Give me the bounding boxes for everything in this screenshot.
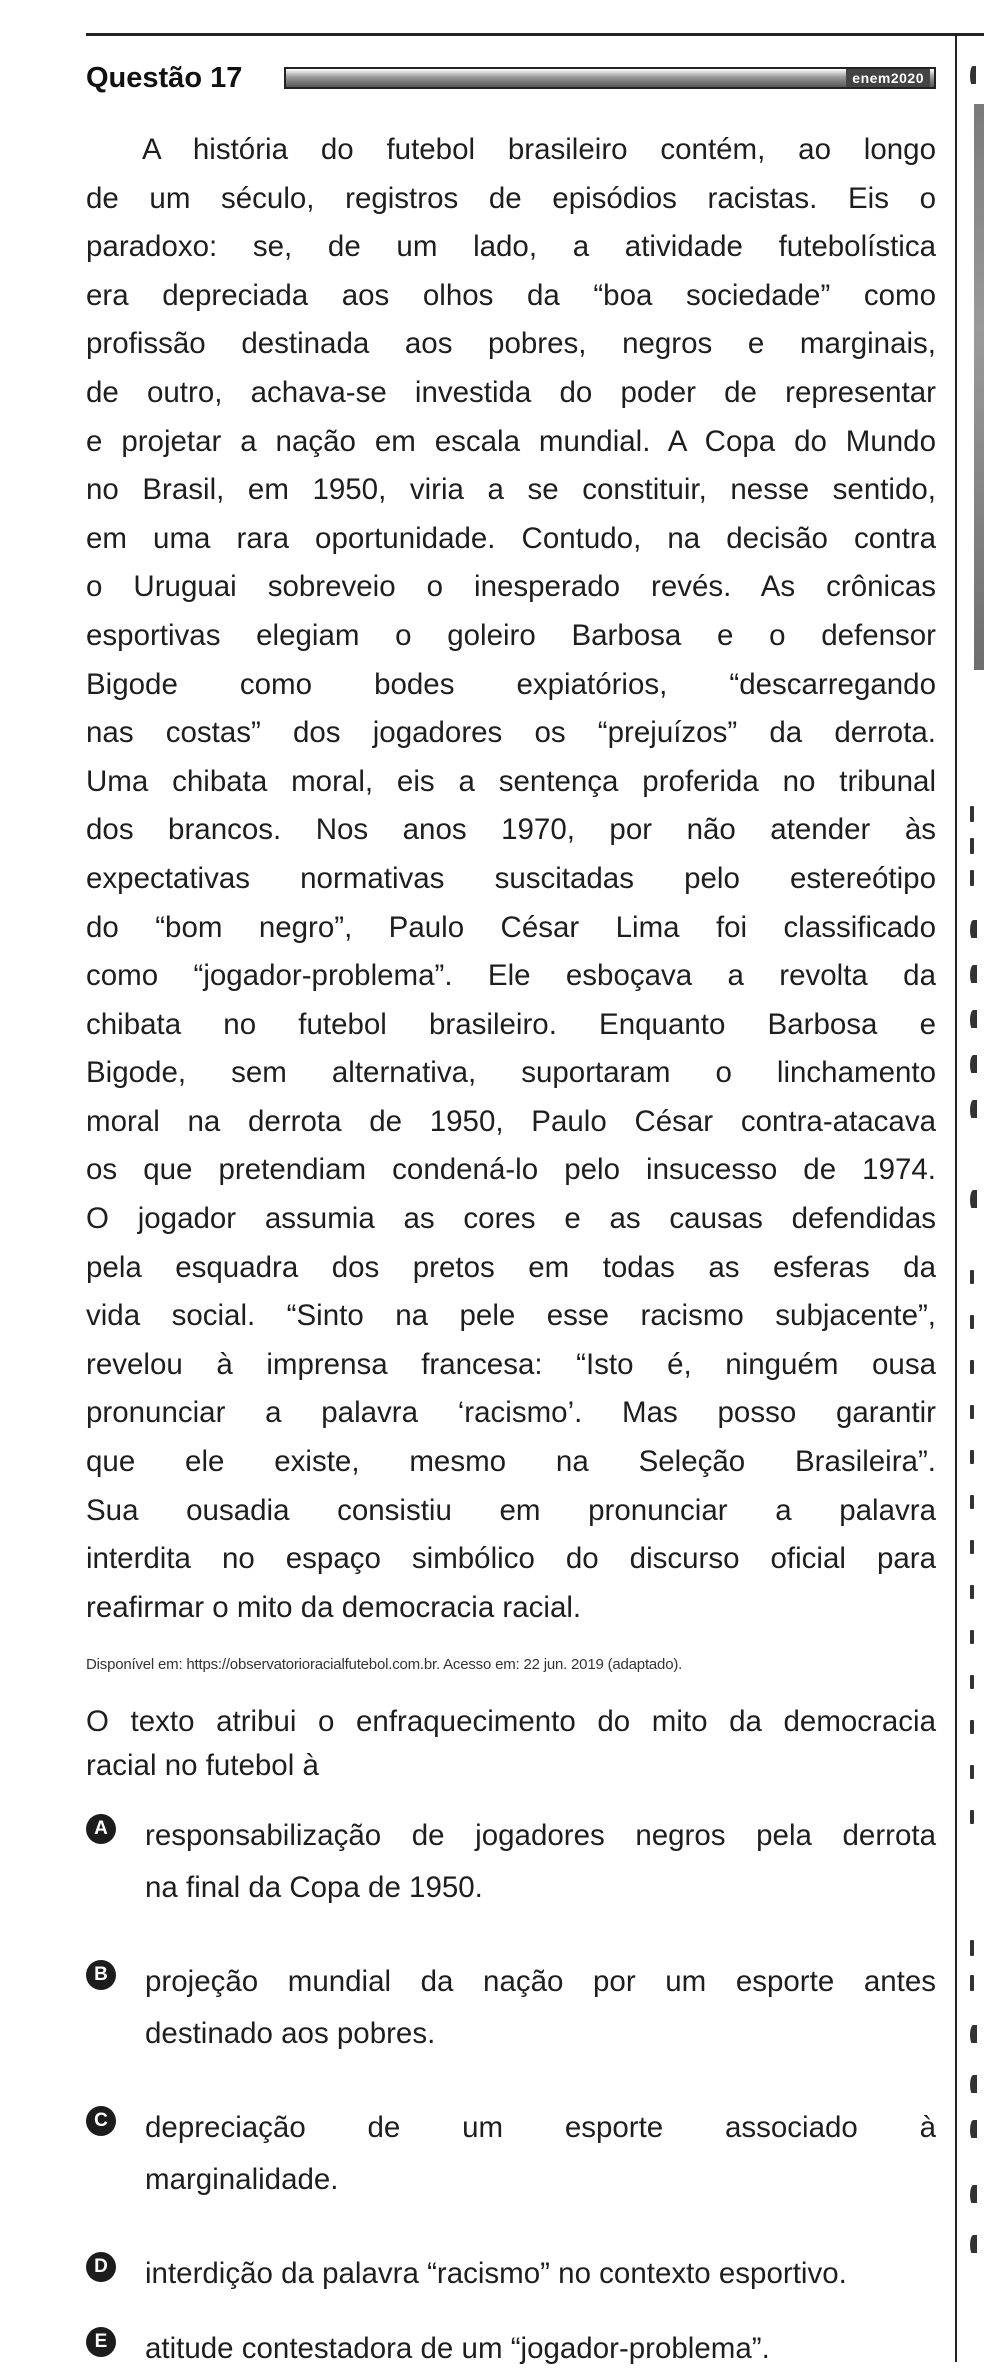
clipped-glyph xyxy=(966,2025,984,2043)
clipped-glyph xyxy=(966,1720,984,1738)
passage-line: pronunciar a palavra ‘racismo’. Mas posso garantir xyxy=(86,1396,936,1430)
clipped-glyph-mark xyxy=(970,1720,974,1734)
passage-line: e projetar a nação em escala mundial. A Copa do Mundo xyxy=(86,424,936,458)
clipped-glyph xyxy=(966,66,984,84)
passage-line: que ele existe, mesmo na Seleção Brasileira”. xyxy=(86,1445,936,1479)
passage-line: vida social. “Sinto na pele esse racismo subjacente”, xyxy=(86,1299,936,1333)
option-text-line: atitude contestadora de um “jogador-problema”. xyxy=(145,2332,770,2365)
option-text xyxy=(145,1810,936,1914)
option-letter-badge: C xyxy=(86,2106,116,2136)
clipped-glyph-mark xyxy=(970,1495,974,1509)
passage-line: os que pretendiam condená-lo pelo insucesso de 1974. xyxy=(86,1153,936,1187)
clipped-glyph-mark xyxy=(970,838,974,854)
clipped-glyph xyxy=(966,1540,984,1558)
clipped-glyph xyxy=(966,2075,984,2093)
clipped-glyph xyxy=(966,1495,984,1513)
clipped-glyph-mark xyxy=(970,1100,977,1118)
option-text-line: projeção mundial da nação por um esporte antes xyxy=(145,1965,936,1998)
clipped-glyph xyxy=(966,1190,984,1208)
option-text-line: na final da Copa de 1950. xyxy=(145,1871,483,1904)
clipped-glyph xyxy=(966,1585,984,1603)
passage-line: o Uruguai sobreveio o inesperado revés. As crônicas xyxy=(86,570,936,604)
passage-line: expectativas normativas suscitadas pelo estereótipo xyxy=(86,861,936,895)
clipped-glyph-mark xyxy=(970,1315,974,1329)
passage-line: em uma rara oportunidade. Contudo, na decisão contra xyxy=(86,521,936,555)
clipped-glyph xyxy=(966,1010,984,1028)
clipped-glyph-mark xyxy=(970,1585,974,1599)
clipped-glyph-mark xyxy=(970,1940,974,1956)
option-letter-badge: D xyxy=(86,2252,116,2282)
option-letter-badge: E xyxy=(86,2327,116,2357)
passage-line: A história do futebol brasileiro contém, ao longo xyxy=(142,133,936,166)
clipped-glyph xyxy=(966,838,984,856)
clipped-glyph xyxy=(966,2235,984,2253)
option-text-line: depreciação de um esporte associado à xyxy=(145,2111,936,2144)
clipped-glyph-mark xyxy=(970,965,977,983)
clipped-glyph-mark xyxy=(970,1450,974,1464)
passage-line: como “jogador-problema”. Ele esboçava a revolta da xyxy=(86,959,936,993)
passage-line: Sua ousadia consistiu em pronunciar a palavra xyxy=(86,1493,936,1527)
passage-line: dos brancos. Nos anos 1970, por não atender às xyxy=(86,813,936,847)
option-text xyxy=(145,2323,936,2375)
passage-line: revelou à imprensa francesa: “Isto é, ninguém ousa xyxy=(86,1347,936,1381)
option-text-line: marginalidade. xyxy=(145,2163,339,2196)
passage-line: chibata no futebol brasileiro. Enquanto Barbosa e xyxy=(86,1007,936,1041)
clipped-glyph-mark xyxy=(970,1975,974,1991)
passage-line: O jogador assumia as cores e as causas defendidas xyxy=(86,1202,936,1236)
passage-line: esportivas elegiam o goleiro Barbosa e o defensor xyxy=(86,618,936,652)
top-rule xyxy=(86,33,984,36)
passage-line: de outro, achava-se investida do poder de representar xyxy=(86,375,936,409)
stem-line: O texto atribui o enfraquecimento do mito da democracia xyxy=(86,1705,936,1738)
clipped-glyph xyxy=(966,1055,984,1073)
column-divider xyxy=(955,36,957,2362)
clipped-glyph-mark xyxy=(970,806,974,822)
next-column-photo-edge xyxy=(974,104,984,670)
passage-text xyxy=(86,126,936,1632)
option-text xyxy=(145,2102,936,2206)
clipped-glyph xyxy=(966,1405,984,1423)
passage-line: moral na derrota de 1950, Paulo César contra-atacava xyxy=(86,1104,936,1138)
exam-tag: enem2020 xyxy=(846,69,930,87)
clipped-glyph xyxy=(966,1675,984,1693)
option-text xyxy=(145,2248,936,2300)
passage-line: pela esquadra dos pretos em todas as esferas da xyxy=(86,1250,936,1284)
clipped-glyph xyxy=(966,1270,984,1288)
passage-line: reafirmar o mito da democracia racial. xyxy=(86,1590,582,1624)
clipped-glyph xyxy=(966,1810,984,1828)
passage-line: paradoxo: se, de um lado, a atividade futebolística xyxy=(86,230,936,264)
clipped-glyph xyxy=(966,965,984,983)
clipped-glyph xyxy=(966,1315,984,1333)
option-letter-badge: B xyxy=(86,1960,116,1990)
clipped-glyph-mark xyxy=(970,1810,974,1824)
clipped-glyph-mark xyxy=(970,2075,977,2093)
clipped-glyph-mark xyxy=(970,1540,974,1554)
clipped-glyph xyxy=(966,2185,984,2203)
passage-line: Bigode como bodes expiatórios, “descarregando xyxy=(86,667,936,701)
passage-line: Uma chibata moral, eis a sentença proferida no tribunal xyxy=(86,764,936,798)
passage-line: nas costas” dos jogadores os “prejuízos” da derrota. xyxy=(86,716,936,750)
option-text-line: destinado aos pobres. xyxy=(145,2017,436,2050)
clipped-glyph xyxy=(966,1975,984,1993)
clipped-glyph xyxy=(966,1100,984,1118)
clipped-glyph-mark xyxy=(970,1765,974,1779)
clipped-glyph-mark xyxy=(970,1270,974,1284)
clipped-glyph-mark xyxy=(970,1405,974,1419)
clipped-glyph-mark xyxy=(970,1055,977,1073)
clipped-glyph xyxy=(966,1765,984,1783)
question-header-bar xyxy=(284,67,936,89)
clipped-glyph-mark xyxy=(970,2025,977,2043)
passage-line: era depreciada aos olhos da “boa sociedade” como xyxy=(86,278,936,312)
passage-line: profissão destinada aos pobres, negros e marginais, xyxy=(86,327,936,361)
stem-line: racial no futebol à xyxy=(86,1749,319,1782)
clipped-glyph-mark xyxy=(970,66,976,84)
question-header xyxy=(86,60,936,96)
clipped-glyph-mark xyxy=(970,2120,977,2138)
clipped-glyph-mark xyxy=(970,1360,974,1374)
clipped-glyph-mark xyxy=(970,870,974,886)
clipped-glyph xyxy=(966,870,984,888)
option-text-line: responsabilização de jogadores negros pela derrota xyxy=(145,1819,936,1852)
clipped-glyph-mark xyxy=(970,1010,977,1028)
clipped-glyph xyxy=(966,2120,984,2138)
clipped-glyph-mark xyxy=(970,1190,977,1208)
clipped-glyph-mark xyxy=(970,1630,974,1644)
source-citation: Disponível em: https://observatorioracialfutebol.com.br. Acesso em: 22 jun. 2019 (adaptado). xyxy=(86,1656,683,1673)
question-stem xyxy=(86,1700,936,1788)
clipped-glyph-mark xyxy=(970,920,977,938)
passage-line: interdita no espaço simbólico do discurso oficial para xyxy=(86,1542,936,1576)
clipped-glyph xyxy=(966,1360,984,1378)
option-text xyxy=(145,1956,936,2060)
option-letter-badge: A xyxy=(86,1814,116,1844)
passage-line: do “bom negro”, Paulo César Lima foi classificado xyxy=(86,910,936,944)
question-title: Questão 17 xyxy=(86,61,243,94)
option-text-line: interdição da palavra “racismo” no contexto esportivo. xyxy=(145,2257,847,2290)
passage-line: de um século, registros de episódios racistas. Eis o xyxy=(86,181,936,215)
clipped-glyph xyxy=(966,1630,984,1648)
clipped-glyph-mark xyxy=(970,1675,974,1689)
clipped-glyph-mark xyxy=(970,2235,977,2253)
passage-line: no Brasil, em 1950, viria a se constituir, nesse sentido, xyxy=(86,473,936,507)
clipped-glyph xyxy=(966,1450,984,1468)
clipped-glyph xyxy=(966,1940,984,1958)
passage-line: Bigode, sem alternativa, suportaram o linchamento xyxy=(86,1056,936,1090)
clipped-glyph xyxy=(966,806,984,824)
clipped-glyph xyxy=(966,920,984,938)
clipped-glyph-mark xyxy=(970,2185,977,2203)
